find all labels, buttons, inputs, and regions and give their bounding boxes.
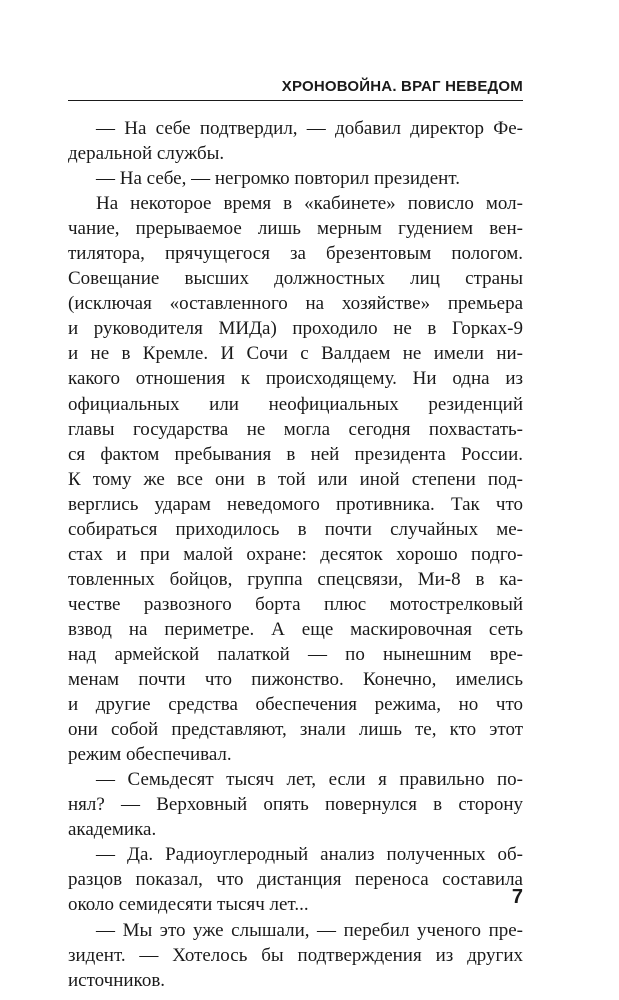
- text-line: они собой представляют, знали лишь те, кто этот: [68, 719, 523, 741]
- text-line: и руководителя МИДа) проходило не в Горках-9: [68, 318, 523, 340]
- text-line: официальных или неофициальных резиденций: [68, 393, 523, 415]
- text-line: какого отношения к происходящему. Ни одна из: [68, 368, 523, 390]
- text-line: Совещание высших должностных лиц страны: [68, 268, 523, 290]
- text-line: взвод на периметре. А еще маскировочная сеть: [68, 618, 523, 640]
- text-line: источников.: [68, 969, 166, 991]
- text-line: стах и при малой охране: десяток хорошо подго-: [68, 543, 523, 565]
- text-line: тилятора, прячущегося за брезентовым пологом.: [68, 243, 523, 265]
- text-line: разцов показал, что дистанция переноса составила: [68, 869, 523, 891]
- text-line: зидент. — Хотелось бы подтверждения из других: [68, 944, 523, 966]
- text-line: деральной службы.: [68, 143, 225, 165]
- text-line: и не в Кремле. И Сочи с Валдаем не имели ни-: [68, 343, 523, 365]
- text-line: К тому же все они в той или иной степени под-: [68, 468, 523, 490]
- text-line: главы государства не могла сегодня похвастать-: [68, 418, 523, 440]
- text-line: ся фактом пребывания в ней президента России.: [68, 443, 523, 465]
- text-line: — Да. Радиоуглеродный анализ полученных об-: [96, 844, 523, 866]
- text-line: — Семьдесят тысяч лет, если я правильно по-: [96, 769, 523, 791]
- text-line: менам почти что пижонство. Конечно, имелись: [68, 669, 523, 691]
- text-line: режим обеспечивал.: [68, 744, 232, 766]
- running-head: ХРОНОВОЙНА. ВРАГ НЕВЕДОМ: [281, 78, 523, 95]
- text-line: честве развозного борта плюс мотострелковый: [68, 593, 523, 615]
- text-line: — На себе, — негромко повторил президент.: [96, 168, 460, 190]
- text-line: верглись ударам неведомого противника. Так что: [68, 493, 523, 515]
- text-line: На некоторое время в «кабинете» повисло мол-: [96, 193, 523, 215]
- text-line: (исключая «оставленного на хозяйстве» премьера: [68, 293, 523, 315]
- text-line: и другие средства обеспечения режима, но что: [68, 694, 523, 716]
- text-line: над армейской палаткой — по нынешним вре-: [68, 643, 523, 665]
- text-line: — На себе подтвердил, — добавил директор Фе-: [96, 118, 523, 139]
- text-line: чание, прерываемое лишь мерным гудением вен-: [68, 218, 523, 240]
- text-line: нял? — Верховный опять повернулся в сторону: [68, 794, 523, 816]
- page-number: 7: [511, 886, 523, 908]
- text-line: — Мы это уже слышали, — перебил ученого пре-: [96, 919, 523, 941]
- text-line: собираться приходилось в почти случайных ме-: [68, 518, 523, 540]
- header-rule: [68, 100, 523, 101]
- text-line: товленных бойцов, группа спецсвязи, Ми-8 в ка-: [68, 568, 523, 590]
- body-text: [68, 116, 523, 993]
- text-line: около семидесяти тысяч лет...: [68, 894, 309, 916]
- text-line: академика.: [68, 819, 157, 841]
